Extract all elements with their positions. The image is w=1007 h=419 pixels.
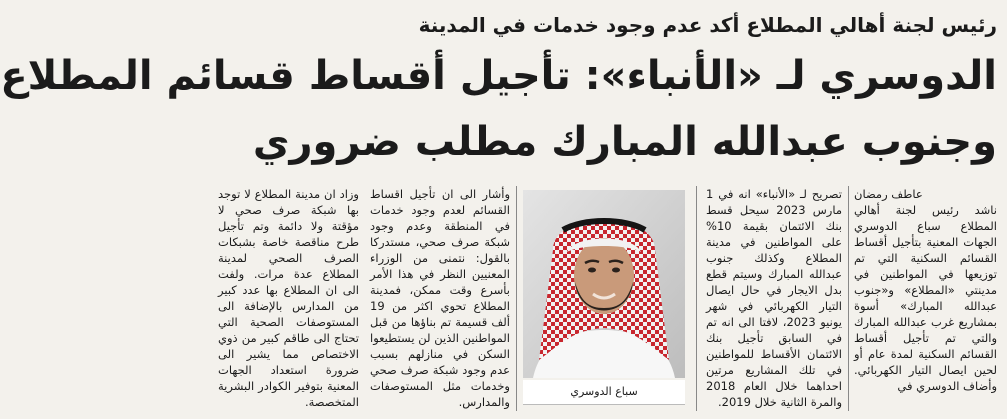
column-divider xyxy=(696,186,697,411)
article-column-2 xyxy=(706,186,842,410)
article-column-3 xyxy=(370,186,510,410)
column-2-text: تصريح لـ «الأنباء» انه في 1 مارس 2023 سيحل قسط بنك الائتمان بقيمة 10% على المواطنين في مدينة المطلاع وكذلك جنوب عبدالله المبارك وسيتم قطع بدل الايجار في حال ايصال التيار الكهربائي في شهر يونيو 2023، لافتا الى انه تم في السابق تأجيل بنك الائتمان الأقساط للمواطنين في تلك المشاريع مرتين احداهما خلال العام 2018 والمرة الثانية خلال 2019. xyxy=(706,187,842,409)
headline-line-2: وجنوب عبدالله المبارك مطلب ضروري xyxy=(252,119,997,165)
portrait-illustration xyxy=(523,190,685,378)
headline-line-1: الدوسري لـ «الأنباء»: تأجيل أقساط قسائم المطلاع xyxy=(0,53,997,99)
column-4-text: وزاد ان مدينة المطلاع لا توجد بها شبكة صرف صحي لا مؤقتة ولا دائمة وتم تأجيل طرح مناقصة خاصة بشبكات الصرف الصحي لمدينة المطلاع عدة مرات. ولفت الى ان المطلاع بها عدد كبير من المدارس بالإضافة الى المستوصفات الصحية التي تحتاج الى طاقم كبير من ذوي الاختصاص مما يشير الى ضرورة استعداد الجهات المعنية بتوفير الكوادر البشرية المتخصصة. xyxy=(218,187,359,409)
column-1-text: ناشد رئيس لجنة أهالي المطلاع سباع الدوسري الجهات المعنية بتأجيل أقساط القسائم السكنية التي تم توزيعها في المواطنين في مدينتي «المطلاع» و«جنوب عبدالله المبارك» أسوة بمشاريع غرب عبدالله المبارك والتي تم تأجيل أقساط القسائم السكنية لمدة عام أو لحين ايصال التيار الكهربائي. وأضاف الدوسري في xyxy=(854,203,997,393)
photo-caption: سباع الدوسري xyxy=(523,380,685,405)
kicker-subheadline: رئيس لجنة أهالي المطلاع أكد عدم وجود خدمات في المدينة xyxy=(418,13,997,37)
column-divider xyxy=(516,186,517,411)
column-divider xyxy=(848,186,849,411)
byline: عاطف رمضان xyxy=(854,187,923,201)
article-column-1 xyxy=(854,186,997,394)
article-column-4 xyxy=(218,186,359,410)
column-3-text: وأشار الى ان تأجيل اقساط القسائم لعدم وجود خدمات في المنطقة وعدم وجود شبكة صرف صحي، مستدركا بالقول: نتمنى من الوزراء المعنيين النظر في هذا الأمر بأسرع وقت ممكن، فمدينة المطلاع تحوي اكثر من 19 ألف قسيمة تم بناؤها من قبل المواطنين الذين لن يستطيعوا السكن في منازلهم بسبب عدم وجود شبكة صرف صحي وخدمات مثل المستوصفات والمدارس. xyxy=(370,187,510,409)
portrait-photo xyxy=(523,190,685,378)
